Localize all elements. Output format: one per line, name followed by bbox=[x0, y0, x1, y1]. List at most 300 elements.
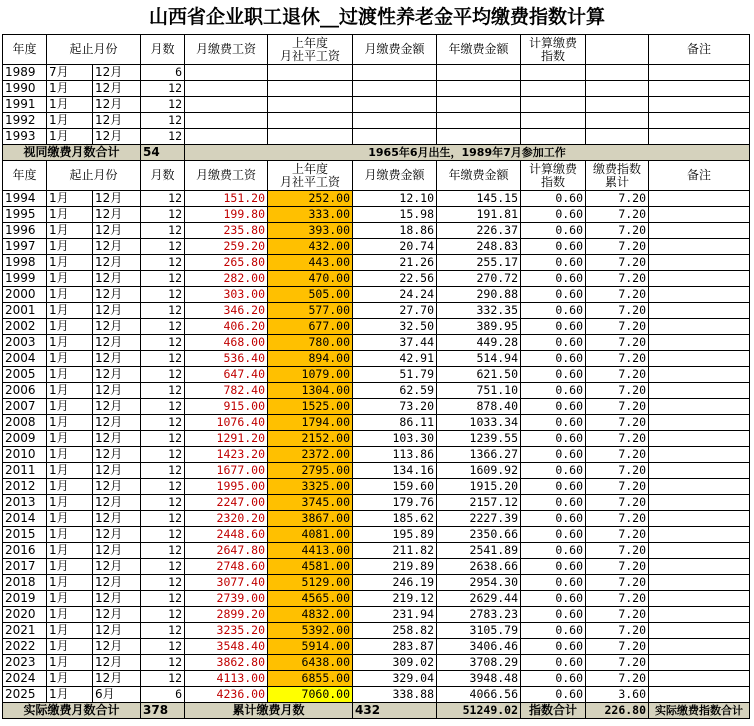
start-month-cell: 7月 bbox=[47, 65, 93, 81]
start-month-cell: 1月 bbox=[47, 223, 93, 239]
annual-pay-cell: 621.50 bbox=[437, 367, 521, 383]
col-wage: 月缴费工资 bbox=[185, 161, 268, 191]
index-cell: 0.60 bbox=[521, 431, 586, 447]
months-cell: 12 bbox=[141, 479, 185, 495]
col-year: 年度 bbox=[3, 35, 47, 65]
empty-cell bbox=[353, 129, 437, 145]
months-cell: 12 bbox=[141, 81, 185, 97]
start-month-cell: 1月 bbox=[47, 687, 93, 703]
monthly-pay-cell: 258.82 bbox=[353, 623, 437, 639]
monthly-wage-cell: 1677.00 bbox=[185, 463, 268, 479]
end-month-cell: 12月 bbox=[93, 655, 141, 671]
empty-cell bbox=[185, 113, 268, 129]
index-cell: 0.60 bbox=[521, 511, 586, 527]
avg-wage-cell: 333.00 bbox=[268, 207, 353, 223]
year-cell: 2025 bbox=[3, 687, 47, 703]
index-cell: 0.60 bbox=[521, 399, 586, 415]
end-month-cell: 12月 bbox=[93, 415, 141, 431]
cumulative-index-cell: 7.20 bbox=[586, 591, 649, 607]
cumulative-index-cell: 7.20 bbox=[586, 671, 649, 687]
monthly-wage-cell: 265.80 bbox=[185, 255, 268, 271]
cumulative-index-cell: 7.20 bbox=[586, 559, 649, 575]
table-row bbox=[3, 319, 750, 335]
table-row bbox=[3, 287, 750, 303]
cumulative-index-cell: 7.20 bbox=[586, 575, 649, 591]
start-month-cell: 1月 bbox=[47, 399, 93, 415]
monthly-pay-cell: 179.76 bbox=[353, 495, 437, 511]
empty-cell bbox=[268, 113, 353, 129]
empty-cell bbox=[649, 113, 750, 129]
avg-wage-cell: 4081.00 bbox=[268, 527, 353, 543]
cumulative-index-cell: 7.20 bbox=[586, 303, 649, 319]
year-cell: 2011 bbox=[3, 463, 47, 479]
start-month-cell: 1月 bbox=[47, 271, 93, 287]
cumulative-index-cell: 7.20 bbox=[586, 255, 649, 271]
index-cell: 0.60 bbox=[521, 463, 586, 479]
empty-cell bbox=[185, 129, 268, 145]
index-cell: 0.60 bbox=[521, 671, 586, 687]
cumulative-index-cell: 7.20 bbox=[586, 447, 649, 463]
annual-pay-cell: 1239.55 bbox=[437, 431, 521, 447]
empty-cell bbox=[185, 97, 268, 113]
months-cell: 12 bbox=[141, 303, 185, 319]
monthly-wage-cell: 647.40 bbox=[185, 367, 268, 383]
months-cell: 12 bbox=[141, 639, 185, 655]
monthly-pay-cell: 219.12 bbox=[353, 591, 437, 607]
note-cell bbox=[649, 223, 750, 239]
avg-wage-cell: 6438.00 bbox=[268, 655, 353, 671]
annual-pay-cell: 3948.48 bbox=[437, 671, 521, 687]
deemed-months-summary-row bbox=[3, 145, 750, 161]
index-cell: 0.60 bbox=[521, 287, 586, 303]
year-cell: 2005 bbox=[3, 367, 47, 383]
year-cell: 2008 bbox=[3, 415, 47, 431]
index-cell: 0.60 bbox=[521, 191, 586, 207]
monthly-wage-cell: 782.40 bbox=[185, 383, 268, 399]
year-cell: 1997 bbox=[3, 239, 47, 255]
table-row bbox=[3, 335, 750, 351]
annual-pay-cell: 514.94 bbox=[437, 351, 521, 367]
col-note: 备注 bbox=[649, 161, 750, 191]
avg-wage-cell: 5914.00 bbox=[268, 639, 353, 655]
start-month-cell: 1月 bbox=[47, 415, 93, 431]
monthly-pay-cell: 51.79 bbox=[353, 367, 437, 383]
cumulative-index-cell: 7.20 bbox=[586, 335, 649, 351]
cumulative-index-cell: 7.20 bbox=[586, 271, 649, 287]
note-cell bbox=[649, 655, 750, 671]
months-cell: 12 bbox=[141, 463, 185, 479]
cumulative-index-cell: 7.20 bbox=[586, 287, 649, 303]
end-month-cell: 12月 bbox=[93, 479, 141, 495]
months-cell: 12 bbox=[141, 671, 185, 687]
empty-cell bbox=[437, 129, 521, 145]
note-cell bbox=[649, 479, 750, 495]
index-cell: 0.60 bbox=[521, 607, 586, 623]
monthly-pay-cell: 22.56 bbox=[353, 271, 437, 287]
empty-cell bbox=[521, 129, 586, 145]
col-note: 备注 bbox=[649, 35, 750, 65]
cumulative-index-cell: 7.20 bbox=[586, 383, 649, 399]
table-row bbox=[3, 671, 750, 687]
note-cell bbox=[649, 287, 750, 303]
table-row bbox=[3, 81, 750, 97]
table-row bbox=[3, 367, 750, 383]
monthly-wage-cell: 536.40 bbox=[185, 351, 268, 367]
months-cell: 12 bbox=[141, 527, 185, 543]
monthly-wage-cell: 3077.40 bbox=[185, 575, 268, 591]
note-cell bbox=[649, 559, 750, 575]
monthly-pay-cell: 211.82 bbox=[353, 543, 437, 559]
index-cell: 0.60 bbox=[521, 319, 586, 335]
annual-pay-cell: 270.72 bbox=[437, 271, 521, 287]
empty-cell bbox=[185, 65, 268, 81]
table-row bbox=[3, 479, 750, 495]
end-month-cell: 12月 bbox=[93, 527, 141, 543]
cumulative-months-label: 累计缴费月数 bbox=[185, 703, 353, 719]
end-month-cell: 12月 bbox=[93, 511, 141, 527]
months-cell: 12 bbox=[141, 351, 185, 367]
months-cell: 12 bbox=[141, 415, 185, 431]
empty-cell bbox=[521, 65, 586, 81]
start-month-cell: 1月 bbox=[47, 303, 93, 319]
monthly-wage-cell: 1995.00 bbox=[185, 479, 268, 495]
avg-wage-cell: 4413.00 bbox=[268, 543, 353, 559]
annual-pay-total: 51249.02 bbox=[437, 703, 521, 719]
monthly-pay-cell: 159.60 bbox=[353, 479, 437, 495]
monthly-wage-cell: 199.80 bbox=[185, 207, 268, 223]
annual-pay-cell: 449.28 bbox=[437, 335, 521, 351]
year-cell: 2018 bbox=[3, 575, 47, 591]
avg-wage-cell: 252.00 bbox=[268, 191, 353, 207]
end-month-cell: 12月 bbox=[93, 223, 141, 239]
empty-cell bbox=[268, 97, 353, 113]
end-month-cell: 12月 bbox=[93, 65, 141, 81]
avg-wage-cell: 6855.00 bbox=[268, 671, 353, 687]
avg-wage-cell: 894.00 bbox=[268, 351, 353, 367]
end-month-cell: 12月 bbox=[93, 191, 141, 207]
annual-pay-cell: 290.88 bbox=[437, 287, 521, 303]
note-cell bbox=[649, 335, 750, 351]
start-month-cell: 1月 bbox=[47, 495, 93, 511]
note-cell bbox=[649, 591, 750, 607]
note-cell bbox=[649, 239, 750, 255]
col-avg-wage: 上年度 月社平工资 bbox=[268, 35, 353, 65]
months-cell: 12 bbox=[141, 113, 185, 129]
end-month-cell: 12月 bbox=[93, 335, 141, 351]
start-month-cell: 1月 bbox=[47, 543, 93, 559]
note-cell bbox=[649, 415, 750, 431]
avg-wage-cell: 3325.00 bbox=[268, 479, 353, 495]
monthly-pay-cell: 113.86 bbox=[353, 447, 437, 463]
avg-wage-cell: 1794.00 bbox=[268, 415, 353, 431]
year-cell: 2007 bbox=[3, 399, 47, 415]
monthly-wage-cell: 346.20 bbox=[185, 303, 268, 319]
end-month-cell: 12月 bbox=[93, 431, 141, 447]
months-cell: 12 bbox=[141, 607, 185, 623]
empty-cell bbox=[649, 81, 750, 97]
note-cell bbox=[649, 399, 750, 415]
avg-wage-cell: 432.00 bbox=[268, 239, 353, 255]
note-cell bbox=[649, 671, 750, 687]
note-cell bbox=[649, 511, 750, 527]
monthly-pay-cell: 86.11 bbox=[353, 415, 437, 431]
monthly-wage-cell: 235.80 bbox=[185, 223, 268, 239]
monthly-wage-cell: 3548.40 bbox=[185, 639, 268, 655]
deemed-months-label: 视同缴费月数合计 bbox=[3, 145, 141, 161]
note-cell bbox=[649, 255, 750, 271]
col-avg-wage: 上年度 月社平工资 bbox=[268, 161, 353, 191]
cumulative-index-cell: 7.20 bbox=[586, 431, 649, 447]
monthly-wage-cell: 151.20 bbox=[185, 191, 268, 207]
start-month-cell: 1月 bbox=[47, 527, 93, 543]
table-row bbox=[3, 223, 750, 239]
table-row bbox=[3, 239, 750, 255]
empty-cell bbox=[586, 97, 649, 113]
empty-cell bbox=[586, 81, 649, 97]
monthly-pay-cell: 18.86 bbox=[353, 223, 437, 239]
annual-pay-cell: 226.37 bbox=[437, 223, 521, 239]
end-month-cell: 12月 bbox=[93, 543, 141, 559]
end-month-cell: 6月 bbox=[93, 687, 141, 703]
end-month-cell: 12月 bbox=[93, 97, 141, 113]
end-month-cell: 12月 bbox=[93, 129, 141, 145]
empty-cell bbox=[437, 97, 521, 113]
monthly-wage-cell: 3235.20 bbox=[185, 623, 268, 639]
monthly-wage-cell: 259.20 bbox=[185, 239, 268, 255]
end-month-cell: 12月 bbox=[93, 81, 141, 97]
cumulative-index-cell: 7.20 bbox=[586, 415, 649, 431]
table-row bbox=[3, 575, 750, 591]
end-month-cell: 12月 bbox=[93, 367, 141, 383]
avg-wage-cell: 7060.00 bbox=[268, 687, 353, 703]
annual-pay-cell: 1609.92 bbox=[437, 463, 521, 479]
end-month-cell: 12月 bbox=[93, 319, 141, 335]
months-cell: 12 bbox=[141, 239, 185, 255]
start-month-cell: 1月 bbox=[47, 431, 93, 447]
start-month-cell: 1月 bbox=[47, 351, 93, 367]
monthly-wage-cell: 4113.00 bbox=[185, 671, 268, 687]
end-month-cell: 12月 bbox=[93, 495, 141, 511]
year-cell: 2013 bbox=[3, 495, 47, 511]
cumulative-index-cell: 7.20 bbox=[586, 639, 649, 655]
avg-wage-cell: 1079.00 bbox=[268, 367, 353, 383]
monthly-pay-cell: 329.04 bbox=[353, 671, 437, 687]
annual-pay-cell: 2954.30 bbox=[437, 575, 521, 591]
end-month-cell: 12月 bbox=[93, 559, 141, 575]
empty-cell bbox=[268, 81, 353, 97]
months-cell: 12 bbox=[141, 399, 185, 415]
avg-wage-cell: 393.00 bbox=[268, 223, 353, 239]
annual-pay-cell: 2350.66 bbox=[437, 527, 521, 543]
note-cell bbox=[649, 271, 750, 287]
start-month-cell: 1月 bbox=[47, 81, 93, 97]
empty-cell bbox=[185, 81, 268, 97]
months-cell: 12 bbox=[141, 271, 185, 287]
monthly-pay-cell: 62.59 bbox=[353, 383, 437, 399]
year-cell: 1996 bbox=[3, 223, 47, 239]
months-cell: 12 bbox=[141, 559, 185, 575]
year-cell: 2015 bbox=[3, 527, 47, 543]
table-row bbox=[3, 255, 750, 271]
cumulative-index-cell: 7.20 bbox=[586, 207, 649, 223]
cumulative-index-cell: 7.20 bbox=[586, 239, 649, 255]
end-month-cell: 12月 bbox=[93, 671, 141, 687]
table-row bbox=[3, 543, 750, 559]
avg-wage-cell: 1304.00 bbox=[268, 383, 353, 399]
monthly-pay-cell: 15.98 bbox=[353, 207, 437, 223]
end-month-cell: 12月 bbox=[93, 575, 141, 591]
avg-wage-cell: 2795.00 bbox=[268, 463, 353, 479]
index-cell: 0.60 bbox=[521, 207, 586, 223]
start-month-cell: 1月 bbox=[47, 607, 93, 623]
end-month-cell: 12月 bbox=[93, 639, 141, 655]
months-cell: 6 bbox=[141, 687, 185, 703]
months-cell: 12 bbox=[141, 335, 185, 351]
year-cell: 2009 bbox=[3, 431, 47, 447]
cumulative-index-cell: 7.20 bbox=[586, 543, 649, 559]
monthly-wage-cell: 915.00 bbox=[185, 399, 268, 415]
annual-pay-cell: 2541.89 bbox=[437, 543, 521, 559]
annual-pay-cell: 3406.46 bbox=[437, 639, 521, 655]
cumulative-index-cell: 7.20 bbox=[586, 479, 649, 495]
end-month-cell: 12月 bbox=[93, 303, 141, 319]
year-cell: 1992 bbox=[3, 113, 47, 129]
end-month-cell: 12月 bbox=[93, 271, 141, 287]
start-month-cell: 1月 bbox=[47, 191, 93, 207]
actual-months-label: 实际缴费月数合计 bbox=[3, 703, 141, 719]
months-cell: 12 bbox=[141, 495, 185, 511]
annual-pay-cell: 4066.56 bbox=[437, 687, 521, 703]
monthly-wage-cell: 1291.20 bbox=[185, 431, 268, 447]
table-row bbox=[3, 591, 750, 607]
empty-cell bbox=[353, 97, 437, 113]
empty-cell bbox=[649, 129, 750, 145]
empty-cell bbox=[521, 97, 586, 113]
col-months: 月数 bbox=[141, 161, 185, 191]
start-month-cell: 1月 bbox=[47, 463, 93, 479]
table-row bbox=[3, 431, 750, 447]
year-cell: 2000 bbox=[3, 287, 47, 303]
note-cell bbox=[649, 351, 750, 367]
monthly-pay-cell: 12.10 bbox=[353, 191, 437, 207]
monthly-wage-cell: 1076.40 bbox=[185, 415, 268, 431]
months-cell: 12 bbox=[141, 447, 185, 463]
year-cell: 2014 bbox=[3, 511, 47, 527]
table-row bbox=[3, 559, 750, 575]
table-row bbox=[3, 383, 750, 399]
year-cell: 1989 bbox=[3, 65, 47, 81]
cumulative-index-cell: 7.20 bbox=[586, 655, 649, 671]
index-cell: 0.60 bbox=[521, 415, 586, 431]
index-total-value: 226.80 bbox=[586, 703, 649, 719]
index-cell: 0.60 bbox=[521, 255, 586, 271]
col-period: 起止月份 bbox=[47, 161, 141, 191]
monthly-pay-cell: 42.91 bbox=[353, 351, 437, 367]
avg-wage-cell: 4565.00 bbox=[268, 591, 353, 607]
note-cell bbox=[649, 607, 750, 623]
start-month-cell: 1月 bbox=[47, 129, 93, 145]
start-month-cell: 1月 bbox=[47, 319, 93, 335]
avg-wage-cell: 5129.00 bbox=[268, 575, 353, 591]
year-cell: 2022 bbox=[3, 639, 47, 655]
end-month-cell: 12月 bbox=[93, 447, 141, 463]
monthly-pay-cell: 338.88 bbox=[353, 687, 437, 703]
avg-wage-cell: 780.00 bbox=[268, 335, 353, 351]
annual-pay-cell: 145.15 bbox=[437, 191, 521, 207]
year-cell: 1995 bbox=[3, 207, 47, 223]
year-cell: 1999 bbox=[3, 271, 47, 287]
avg-wage-cell: 577.00 bbox=[268, 303, 353, 319]
empty-cell bbox=[649, 65, 750, 81]
months-cell: 6 bbox=[141, 65, 185, 81]
cumulative-index-cell: 7.20 bbox=[586, 495, 649, 511]
index-cell: 0.60 bbox=[521, 479, 586, 495]
avg-wage-cell: 4581.00 bbox=[268, 559, 353, 575]
year-cell: 1991 bbox=[3, 97, 47, 113]
note-cell bbox=[649, 207, 750, 223]
note-cell bbox=[649, 383, 750, 399]
col-index: 计算缴费 指数 bbox=[521, 161, 586, 191]
note-cell bbox=[649, 495, 750, 511]
months-cell: 12 bbox=[141, 543, 185, 559]
avg-wage-cell: 1525.00 bbox=[268, 399, 353, 415]
annual-pay-cell: 3708.29 bbox=[437, 655, 521, 671]
months-cell: 12 bbox=[141, 207, 185, 223]
start-month-cell: 1月 bbox=[47, 447, 93, 463]
monthly-wage-cell: 2647.80 bbox=[185, 543, 268, 559]
empty-cell bbox=[586, 129, 649, 145]
table-row bbox=[3, 607, 750, 623]
year-cell: 2019 bbox=[3, 591, 47, 607]
start-month-cell: 1月 bbox=[47, 367, 93, 383]
table-row bbox=[3, 271, 750, 287]
annual-pay-cell: 389.95 bbox=[437, 319, 521, 335]
deemed-months-value: 54 bbox=[141, 145, 185, 161]
avg-wage-cell: 2372.00 bbox=[268, 447, 353, 463]
col-annual-pay: 年缴费金额 bbox=[437, 161, 521, 191]
cumulative-index-cell: 7.20 bbox=[586, 223, 649, 239]
cumulative-index-cell: 7.20 bbox=[586, 367, 649, 383]
annual-pay-cell: 751.10 bbox=[437, 383, 521, 399]
cumulative-index-cell: 7.20 bbox=[586, 607, 649, 623]
year-cell: 2003 bbox=[3, 335, 47, 351]
index-cell: 0.60 bbox=[521, 303, 586, 319]
end-month-cell: 12月 bbox=[93, 399, 141, 415]
pension-table bbox=[2, 34, 750, 719]
months-cell: 12 bbox=[141, 97, 185, 113]
start-month-cell: 1月 bbox=[47, 655, 93, 671]
avg-wage-cell: 3745.00 bbox=[268, 495, 353, 511]
months-cell: 12 bbox=[141, 511, 185, 527]
start-month-cell: 1月 bbox=[47, 287, 93, 303]
year-cell: 2020 bbox=[3, 607, 47, 623]
avg-wage-cell: 505.00 bbox=[268, 287, 353, 303]
end-month-cell: 12月 bbox=[93, 255, 141, 271]
end-month-cell: 12月 bbox=[93, 239, 141, 255]
avg-wage-cell: 2152.00 bbox=[268, 431, 353, 447]
cumulative-months-value: 432 bbox=[353, 703, 437, 719]
index-cell: 0.60 bbox=[521, 383, 586, 399]
months-cell: 12 bbox=[141, 255, 185, 271]
total-summary-row bbox=[3, 703, 750, 719]
empty-cell bbox=[521, 113, 586, 129]
index-cell: 0.60 bbox=[521, 623, 586, 639]
end-month-cell: 12月 bbox=[93, 591, 141, 607]
months-cell: 12 bbox=[141, 575, 185, 591]
end-month-cell: 12月 bbox=[93, 351, 141, 367]
note-cell bbox=[649, 623, 750, 639]
table-row bbox=[3, 687, 750, 703]
